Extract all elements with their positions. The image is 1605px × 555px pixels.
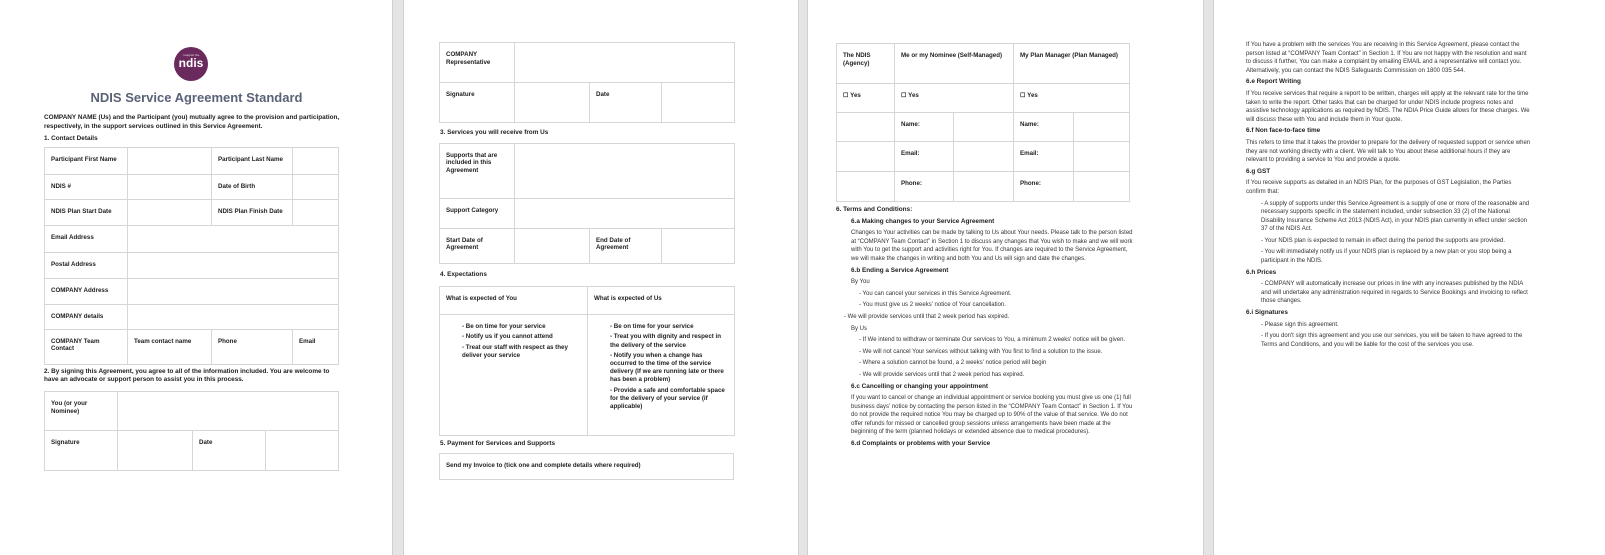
bullet-item: - If you don't sign this agreement and you use our services, you will be taken to have agreed to the Terms and Conditions, and you will be liable for the cost of the services you use. [1261, 333, 1523, 348]
input-supports[interactable] [515, 143, 735, 198]
checkbox-self-yes[interactable]: ☐ Yes [895, 84, 1014, 113]
label-plan-phone: Phone: [1014, 172, 1074, 202]
input-plan-name[interactable] [1074, 113, 1130, 142]
list-item: - Provide a safe and comfortable space for the delivery of your service (if applicable) [610, 386, 725, 411]
input-start-date[interactable] [515, 228, 590, 263]
logo-wordmark: ndis [178, 56, 204, 70]
list-item: - Be on time for your service [462, 323, 546, 331]
label-date: Date [193, 430, 266, 470]
bullet-item: - You can cancel your services in this Service Agreement. [859, 290, 1012, 297]
page-3 [807, 0, 1204, 555]
input-dob[interactable] [293, 174, 339, 199]
invoice-options-table [836, 43, 1130, 202]
bullet-item: - Please sign this agreement. [1261, 321, 1339, 328]
paragraph: By You [851, 279, 870, 286]
subsection-heading: 6.f Non face-to-face time [1246, 127, 1321, 135]
section-heading: 6. Terms and Conditions: [836, 206, 913, 213]
checkbox-plan-yes[interactable]: ☐ Yes [1014, 84, 1130, 113]
section-4-heading: 4. Expectations [440, 270, 487, 278]
input-postal[interactable] [128, 252, 339, 278]
bullet-item: - Where a solution cannot be found, a 2 weeks' notice period will begin [859, 360, 1047, 367]
page-4 [1213, 0, 1605, 555]
label-email-col[interactable]: Email [293, 329, 339, 364]
subsection-heading: 6.a Making changes to your Service Agreement [851, 217, 995, 225]
paragraph: If You have a problem with the services You are receiving in this Service Agreement, please contact the person listed at “COMPANY Team Contact” in Section 1. If You are not happy with the resolution and want to discuss it further, You can make a complaint by emailing EMAIL and a representative will contact you. Alternatively, you can contact the NDIS Safeguards Commission on 1800 035 544. [1246, 42, 1527, 74]
section-3-heading: 3. Services you will receive from Us [440, 129, 549, 136]
label-end-date: End Date of Agreement [590, 228, 662, 263]
expected-of-you-header: What is expected of You [440, 287, 588, 315]
paragraph: If you want to cancel or change an individual appointment or service booking you must give us one (1) full business days' notice by contacting the person listed in the “COMPANY Team Contact” in Section 1. If You do not provide the required notice You may be charged up to 90% of the value of that service. We do not offer refunds for missed or cancelled group sessions unless arrangements have been made at the beginning of the term (planned holidays or extended absence due to medical procedures). [851, 395, 1133, 436]
terms-continued [1246, 41, 1532, 352]
expectations-table [439, 286, 735, 436]
label-self-email: Email: [895, 142, 954, 172]
invoice-table [439, 453, 734, 480]
option-self-managed: Me or my Nominee (Self-Managed) [895, 44, 1014, 84]
list-item: - Notify us if you cannot attend [462, 333, 553, 341]
page-1 [0, 0, 393, 555]
bullet-item: - We will provide services until that 2 week period has expired. [859, 371, 1025, 378]
empty-cell [837, 113, 895, 142]
list-item: - Be on time for your service [610, 323, 694, 331]
input-company-address[interactable] [128, 278, 339, 304]
label-signature: Signature [45, 430, 118, 470]
label-email: Email Address [45, 225, 128, 252]
signature-table [44, 391, 339, 471]
label-plan-start: NDIS Plan Start Date [45, 199, 128, 225]
label-postal: Postal Address [45, 252, 128, 278]
subsection-heading: 6.g GST [1246, 167, 1271, 175]
subsection-heading: 6.i Signatures [1246, 309, 1288, 317]
page-2 [403, 0, 799, 555]
label-self-phone: Phone: [895, 172, 954, 202]
input-date[interactable] [266, 430, 339, 470]
bullet-item: - COMPANY will automatically increase our prices in line with any increases published by the NDIA and will undertake any administration required in regards to Service Bookings and invoicing to reflect those changes. [1261, 281, 1528, 305]
label-rep-signature: Signature [440, 83, 515, 123]
list-item: - Notify you when a change has occurred to the time of the service delivery (If we are running late or there has been a problem) [610, 351, 724, 384]
subsection-heading: 6.c Cancelling or changing your appointment [851, 382, 989, 390]
empty-cell [837, 172, 895, 202]
bullet-item: - You will immediately notify us if your NDIS plan is replaced by a new plan or you stop being a participant in the NDIS. [1261, 249, 1512, 265]
label-support-category: Support Category [440, 198, 515, 228]
label-company-details: COMPANY details [45, 304, 128, 329]
invoice-instructions: Send my Invoice to (tick one and complete details where required) [440, 453, 734, 479]
checkbox-agency-yes[interactable]: ☐ Yes [837, 84, 895, 113]
label-ndis-number: NDIS # [45, 174, 128, 199]
subsection-heading: 6.h Prices [1246, 268, 1277, 276]
label-company-address: COMPANY Address [45, 278, 128, 304]
input-end-date[interactable] [662, 228, 735, 263]
expected-of-us-header: What is expected of Us [588, 287, 735, 315]
input-plan-finish[interactable] [293, 199, 339, 225]
paragraph: If You receive supports as detailed in an NDIS Plan, for the purposes of GST Legislation, the Parties confirm that: [1246, 180, 1512, 195]
input-company-details[interactable] [128, 304, 339, 329]
input-last-name[interactable] [293, 147, 339, 174]
paragraph: This refers to time that it takes the provider to prepare for the delivery of requested support or service when they are not working directly with a client. We will talk to You about these additional hours if they are relevant to providing a service to You and provide a quote. [1246, 139, 1531, 164]
expected-of-us-cell [588, 315, 735, 436]
paragraph: If You receive services that require a report to be written, charges will apply at the relevant rate for the time taken to write the report. Other tasks that can be charged for under NDIS include progress notes and assistive technology applications as required by NDIS. The NDIA Price Guide allows for these charges. We will discuss these with You and include them in Your quote. [1246, 90, 1530, 123]
label-rep-date: Date [590, 83, 662, 123]
label-dob: Date of Birth [212, 174, 293, 199]
subsection-heading: 6.d Complaints or problems with your Service [851, 440, 991, 448]
input-plan-start[interactable] [128, 199, 212, 225]
input-ndis-number[interactable] [128, 174, 212, 199]
page-2-body [439, 42, 735, 480]
paragraph: By Us [851, 325, 868, 332]
label-plan-finish: NDIS Plan Finish Date [212, 199, 293, 225]
option-agency: The NDIS (Agency) [837, 44, 895, 84]
logo-tagline: i support the [182, 53, 200, 57]
input-email[interactable] [128, 225, 339, 252]
bullet-item: - A supply of supports under this Service Agreement is a supply of one or more of the reasonable and necessary supports specific in the statement included, under subsection 33 (2) of the National Disability Insurance Scheme Act 2013 (NDIS Act), in your NDIS plan currently in effect under section 37 of the NDIS Act. [1261, 200, 1530, 233]
label-start-date: Start Date of Agreement [440, 228, 515, 263]
input-signature[interactable] [118, 430, 193, 470]
label-supports: Supports that are included in this Agreement [440, 143, 515, 198]
expected-of-you-cell [440, 315, 588, 436]
page-3-body [836, 43, 1136, 452]
input-plan-phone[interactable] [1074, 172, 1130, 202]
input-self-email[interactable] [954, 142, 1014, 172]
services-table [439, 143, 735, 264]
intro-text: COMPANY NAME (Us) and the Participant (you) mutually agree to the provision and participation, respectively, in the support services outlined in this Service Agreement. [44, 114, 340, 130]
label-self-name: Name: [895, 113, 954, 142]
terms-and-conditions [836, 204, 1136, 452]
ndis-logo [174, 47, 208, 81]
label-phone[interactable]: Phone [212, 329, 293, 364]
bullet-item: - You must give us 2 weeks' notice of Your cancellation. [859, 302, 1006, 309]
expected-of-us-list [610, 323, 730, 411]
input-support-category[interactable] [515, 198, 735, 228]
page-1-body [44, 114, 344, 471]
bullet-item: - Your NDIS plan is expected to remain in effect during the period the supports are provided. [1261, 237, 1506, 244]
list-item: - Treat you with dignity and respect in the delivery of the service [610, 333, 722, 349]
label-last-name: Participant Last Name [212, 147, 293, 174]
section-5-heading: 5. Payment for Services and Supports [440, 440, 556, 448]
contact-details-table [44, 147, 339, 365]
input-rep-signature[interactable] [515, 83, 590, 123]
label-team-contact-name[interactable]: Team contact name [128, 329, 212, 364]
input-plan-email[interactable] [1074, 142, 1130, 172]
input-rep-date[interactable] [662, 83, 735, 123]
expected-of-you-list [462, 323, 579, 360]
label-first-name: Participant First Name [45, 147, 128, 174]
section-2-text: 2. By signing this Agreement, you agree to all of the information included. You are welcome to have an advocate or support person to assist you in this process. [44, 367, 330, 384]
representative-table [439, 42, 735, 123]
bullet-item: - We will provide services until that 2 week period has expired. [844, 313, 1010, 320]
paragraph: Changes to Your activities can be made by talking to Us about Your needs. Please talk to the person listed at “COMPANY Team Contact” in Section 1 to discuss any changes that You wish to make and we will work with You to get the support and activities right for You. If changes are required to the Service Agreement, we will make the changes in writing and both You and Us will sign and date the changes. [851, 230, 1133, 262]
list-item: - Treat our staff with respect as they deliver your service [462, 343, 568, 359]
subsection-heading: 6.b Ending a Service Agreement [851, 266, 949, 274]
subsection-heading: 6.e Report Writing [1246, 78, 1301, 86]
bullet-item: - If We intend to withdraw or terminate Our services to You, a minimum 2 weeks' notice will be given. [859, 337, 1126, 344]
document-title: NDIS Service Agreement Standard [90, 90, 303, 105]
label-plan-name: Name: [1014, 113, 1074, 142]
label-nominee: You (or your Nominee) [45, 391, 118, 430]
bullet-item: - We will not cancel Your services without talking with You first to find a solution to the issue. [859, 348, 1103, 355]
input-self-name[interactable] [954, 113, 1014, 142]
input-first-name[interactable] [128, 147, 212, 174]
input-nominee[interactable] [118, 391, 339, 430]
label-team-contact: COMPANY Team Contact [45, 329, 128, 364]
label-representative: COMPANY Representative [440, 43, 515, 83]
label-plan-email: Email: [1014, 142, 1074, 172]
option-plan-managed: My Plan Manager (Plan Managed) [1014, 44, 1130, 84]
empty-cell [837, 142, 895, 172]
input-representative[interactable] [515, 43, 735, 83]
section-1-heading: 1. Contact Details [44, 135, 98, 143]
input-self-phone[interactable] [954, 172, 1014, 202]
